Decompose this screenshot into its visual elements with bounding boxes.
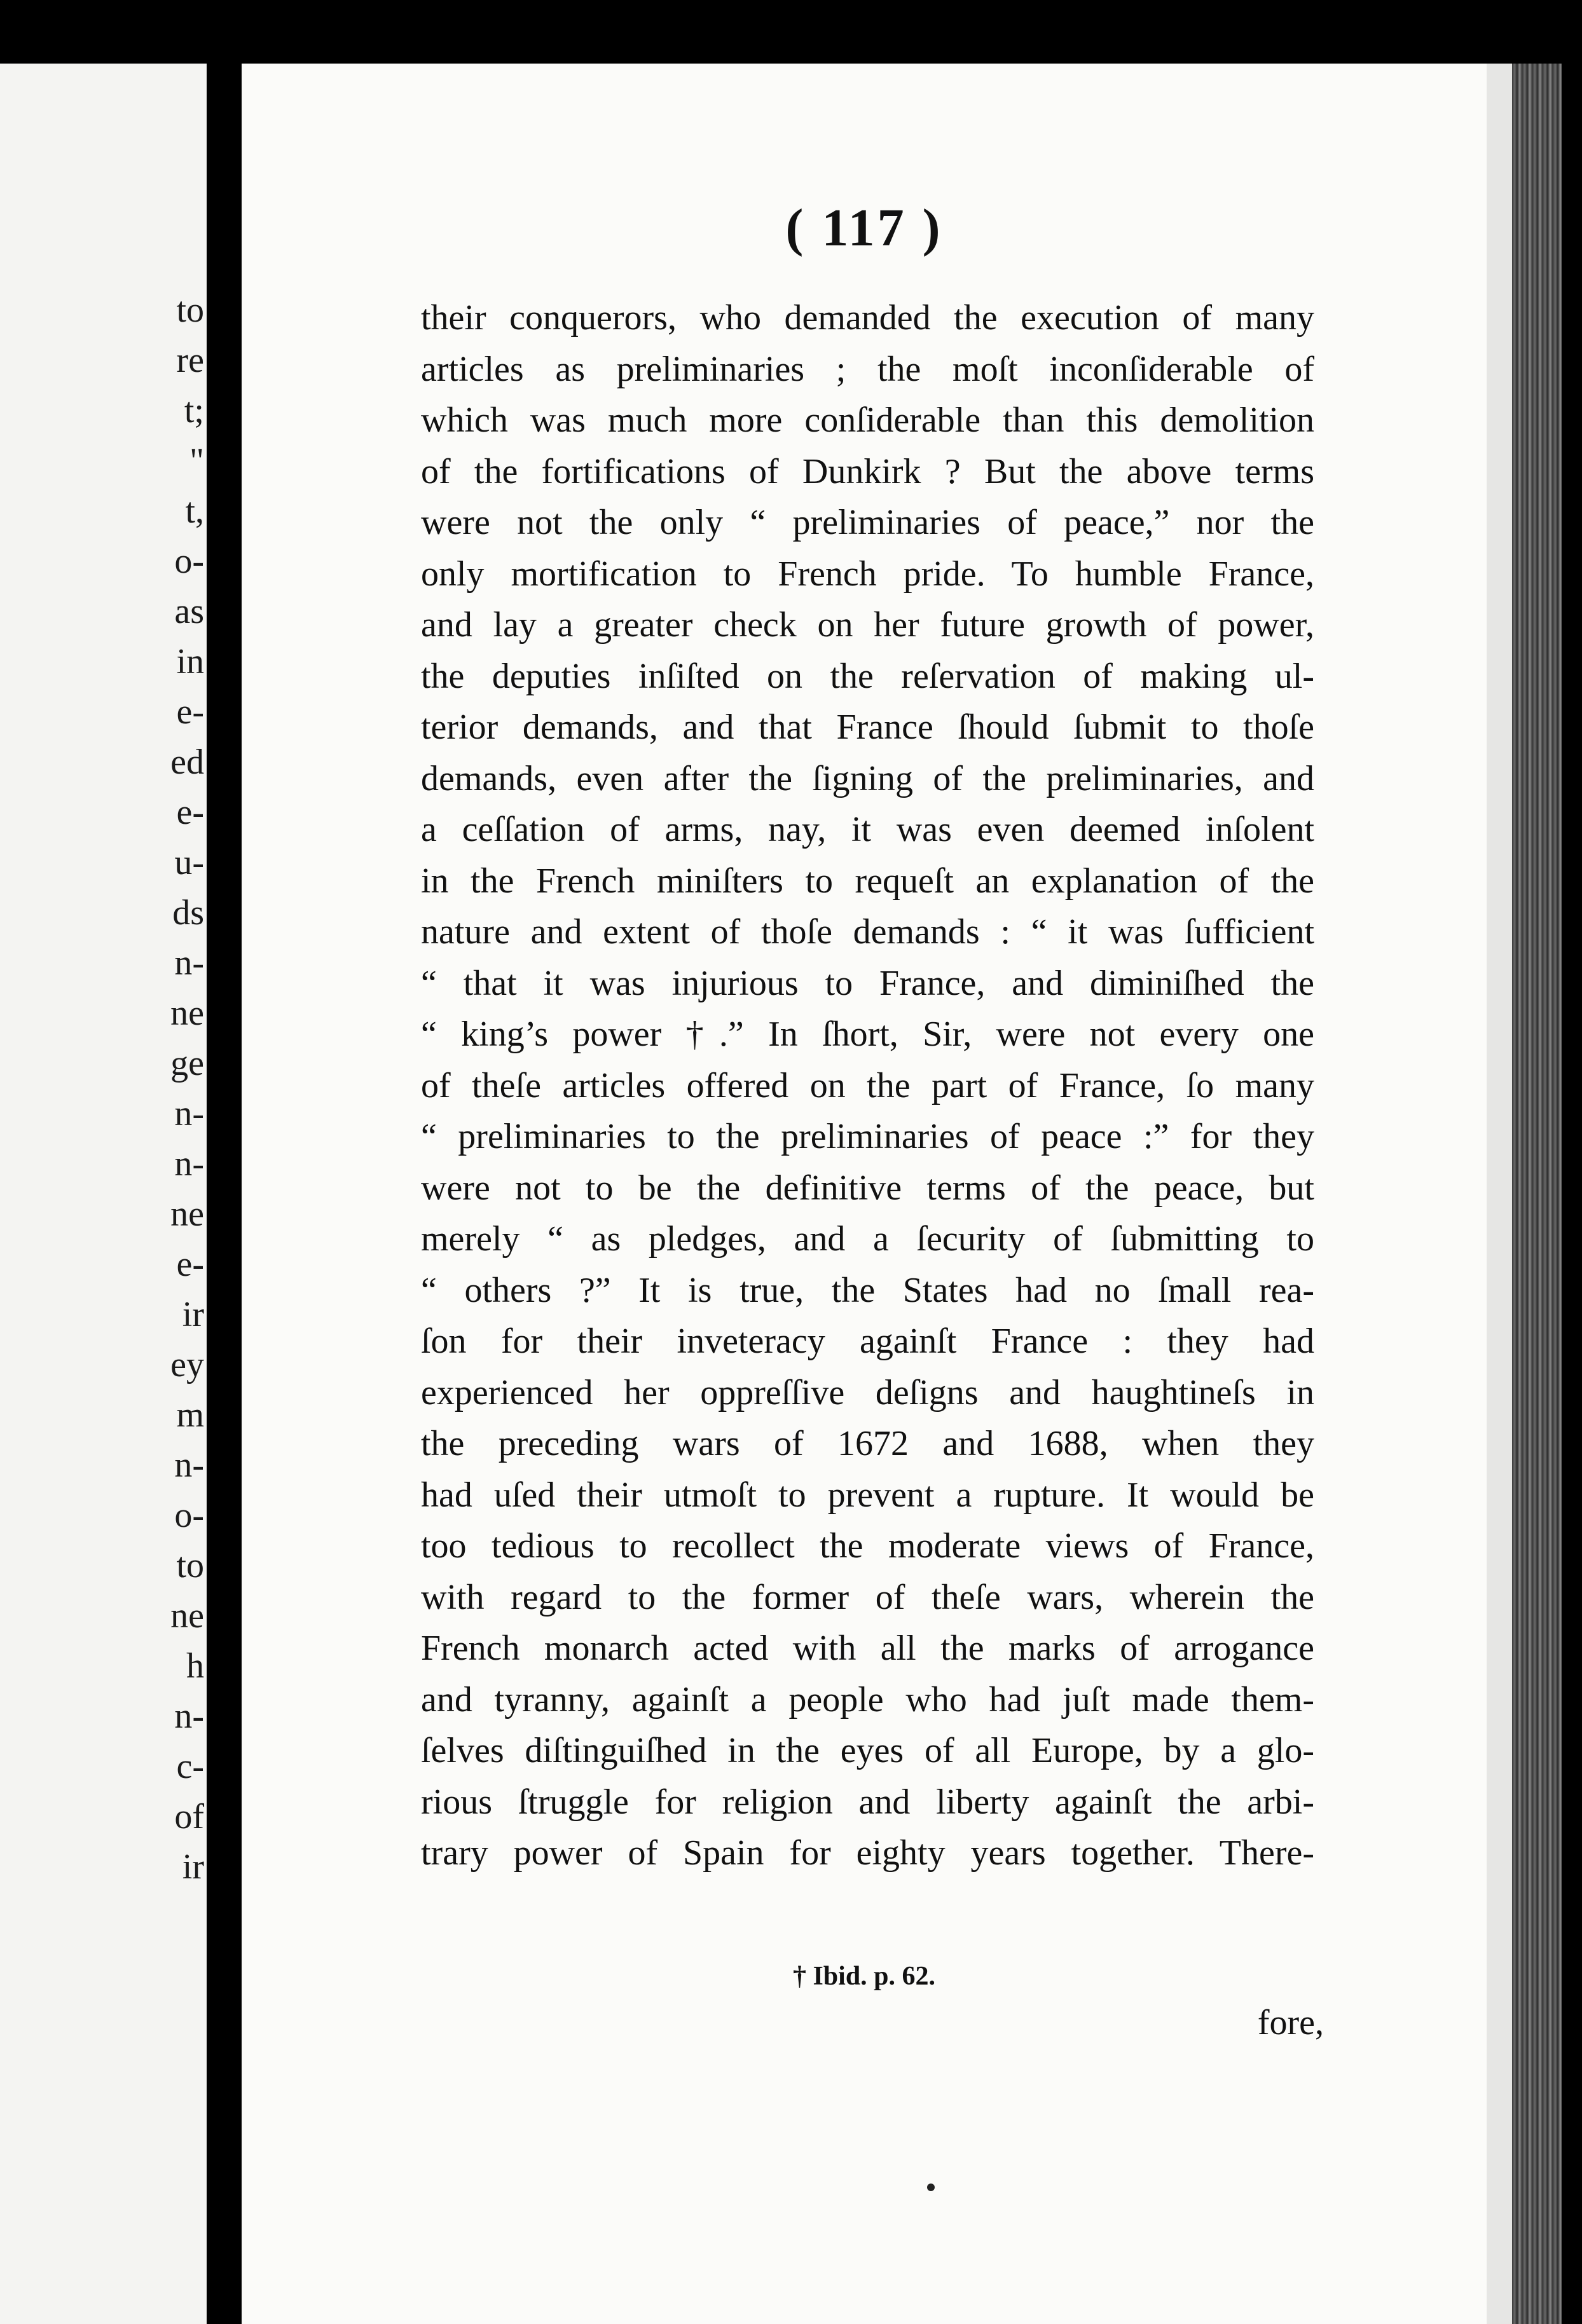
text-line: a ceſſation of arms, nay, it was even deemed inſolent: [421, 810, 1314, 849]
previous-page-fragment: n-: [174, 943, 204, 983]
catchword: fore,: [1257, 2003, 1324, 2042]
text-line: “ preliminaries to the preliminaries of peace :” for they: [421, 1117, 1314, 1156]
previous-page-fragment: o-: [174, 542, 204, 581]
previous-page-fragment: h: [186, 1646, 204, 1686]
page-stack-edges: [1512, 64, 1562, 2324]
text-line: which was much more conſiderable than this demolition: [421, 400, 1314, 440]
text-line: of theſe articles offered on the part of France, ſo many: [421, 1065, 1314, 1105]
text-line: rious ſtruggle for religion and liberty againſt the arbi-: [421, 1782, 1314, 1822]
text-line: articles as preliminaries ; the moſt inconſiderable of: [421, 349, 1314, 389]
text-line: of the fortifications of Dunkirk ? But the above terms: [421, 451, 1314, 491]
previous-page-fragment: ed: [170, 742, 204, 782]
text-line: with regard to the former of theſe wars, wherein the: [421, 1577, 1314, 1617]
previous-page-fragment: e-: [176, 692, 204, 732]
previous-page-fragment: t;: [184, 391, 204, 430]
previous-page-fragment: ir: [182, 1847, 204, 1887]
book-page: [242, 64, 1487, 2324]
text-line: too tedious to recollect the moderate views of France,: [421, 1526, 1314, 1566]
page-edge-strip: [1487, 64, 1512, 2324]
text-line: nature and extent of thoſe demands : “ it was ſufficient: [421, 912, 1314, 952]
previous-page-fragment: in: [176, 642, 204, 681]
text-line: the preceding wars of 1672 and 1688, when they: [421, 1424, 1314, 1463]
previous-page-fragment: ne: [170, 994, 204, 1033]
text-line: “ king’s power †.” In ſhort, Sir, were not every one: [421, 1015, 1314, 1054]
previous-page-fragment: as: [174, 592, 204, 631]
previous-page-fragment: n-: [174, 1094, 204, 1133]
previous-page-fragment: e-: [176, 793, 204, 832]
previous-page-fragment: ir: [182, 1295, 204, 1334]
previous-page-fragment: o-: [174, 1496, 204, 1535]
text-line: demands, even after the ſigning of the preliminaries, and: [421, 758, 1314, 798]
text-line: in the French miniſters to requeſt an explanation of the: [421, 861, 1314, 901]
text-line: experienced her oppreſſive deſigns and haughtineſs in: [421, 1372, 1314, 1412]
text-line: terior demands, and that France ſhould ſubmit to thoſe: [421, 707, 1314, 747]
text-line: trary power of Spain for eighty years together. There-: [421, 1833, 1314, 1873]
previous-page-fragment: ey: [170, 1345, 204, 1384]
previous-page-fragment: ": [189, 441, 204, 481]
text-line: only mortification to French pride. To humble France,: [421, 554, 1314, 594]
previous-page-edge: [0, 64, 207, 2324]
text-line: ſelves diſtinguiſhed in the eyes of all Europe, by a glo-: [421, 1731, 1314, 1770]
previous-page-fragment: c-: [176, 1747, 204, 1786]
text-line: the deputies inſiſted on the reſervation of making ul-: [421, 656, 1314, 696]
text-line: merely “ as pledges, and a ſecurity of ſubmitting to: [421, 1219, 1314, 1259]
text-line: had uſed their utmoſt to prevent a rupture. It would be: [421, 1475, 1314, 1515]
footnote: † Ibid. p. 62.: [792, 1962, 936, 1991]
text-line: and lay a greater check on her future growth of power,: [421, 605, 1314, 645]
text-line: “ others ?” It is true, the States had no ſmall rea-: [421, 1270, 1314, 1310]
text-line: their conquerors, who demanded the execution of many: [421, 298, 1314, 338]
text-line: were not the only “ preliminaries of peace,” nor the: [421, 503, 1314, 542]
text-line: and tyranny, againſt a people who had juſt made them-: [421, 1679, 1314, 1719]
previous-page-fragment: of: [174, 1797, 204, 1836]
body-text: [421, 292, 1314, 1879]
page-number: ( 117 ): [785, 198, 943, 257]
previous-page-fragment: t,: [185, 491, 204, 531]
text-line: ſon for their inveteracy againſt France : they had: [421, 1322, 1314, 1361]
previous-page-fragment: ne: [170, 1194, 204, 1234]
previous-page-fragment: n-: [174, 1446, 204, 1485]
previous-page-fragment: m: [176, 1395, 204, 1435]
previous-page-fragment: to: [176, 1546, 204, 1585]
previous-page-fragment: ds: [172, 893, 204, 933]
previous-page-fragment: n-: [174, 1697, 204, 1736]
previous-page-fragment: ne: [170, 1596, 204, 1636]
text-line: “ that it was injurious to France, and diminiſhed the: [421, 963, 1314, 1003]
previous-page-fragment: e-: [176, 1245, 204, 1284]
ink-speck: [927, 2184, 935, 2191]
previous-page-fragment: re: [176, 341, 204, 380]
text-line: were not to be the definitive terms of the peace, but: [421, 1168, 1314, 1208]
previous-page-fragment: u-: [174, 843, 204, 882]
previous-page-fragment: n-: [174, 1144, 204, 1184]
previous-page-fragment: to: [176, 290, 204, 330]
text-line: French monarch acted with all the marks of arrogance: [421, 1629, 1314, 1668]
previous-page-fragment: ge: [170, 1044, 204, 1083]
